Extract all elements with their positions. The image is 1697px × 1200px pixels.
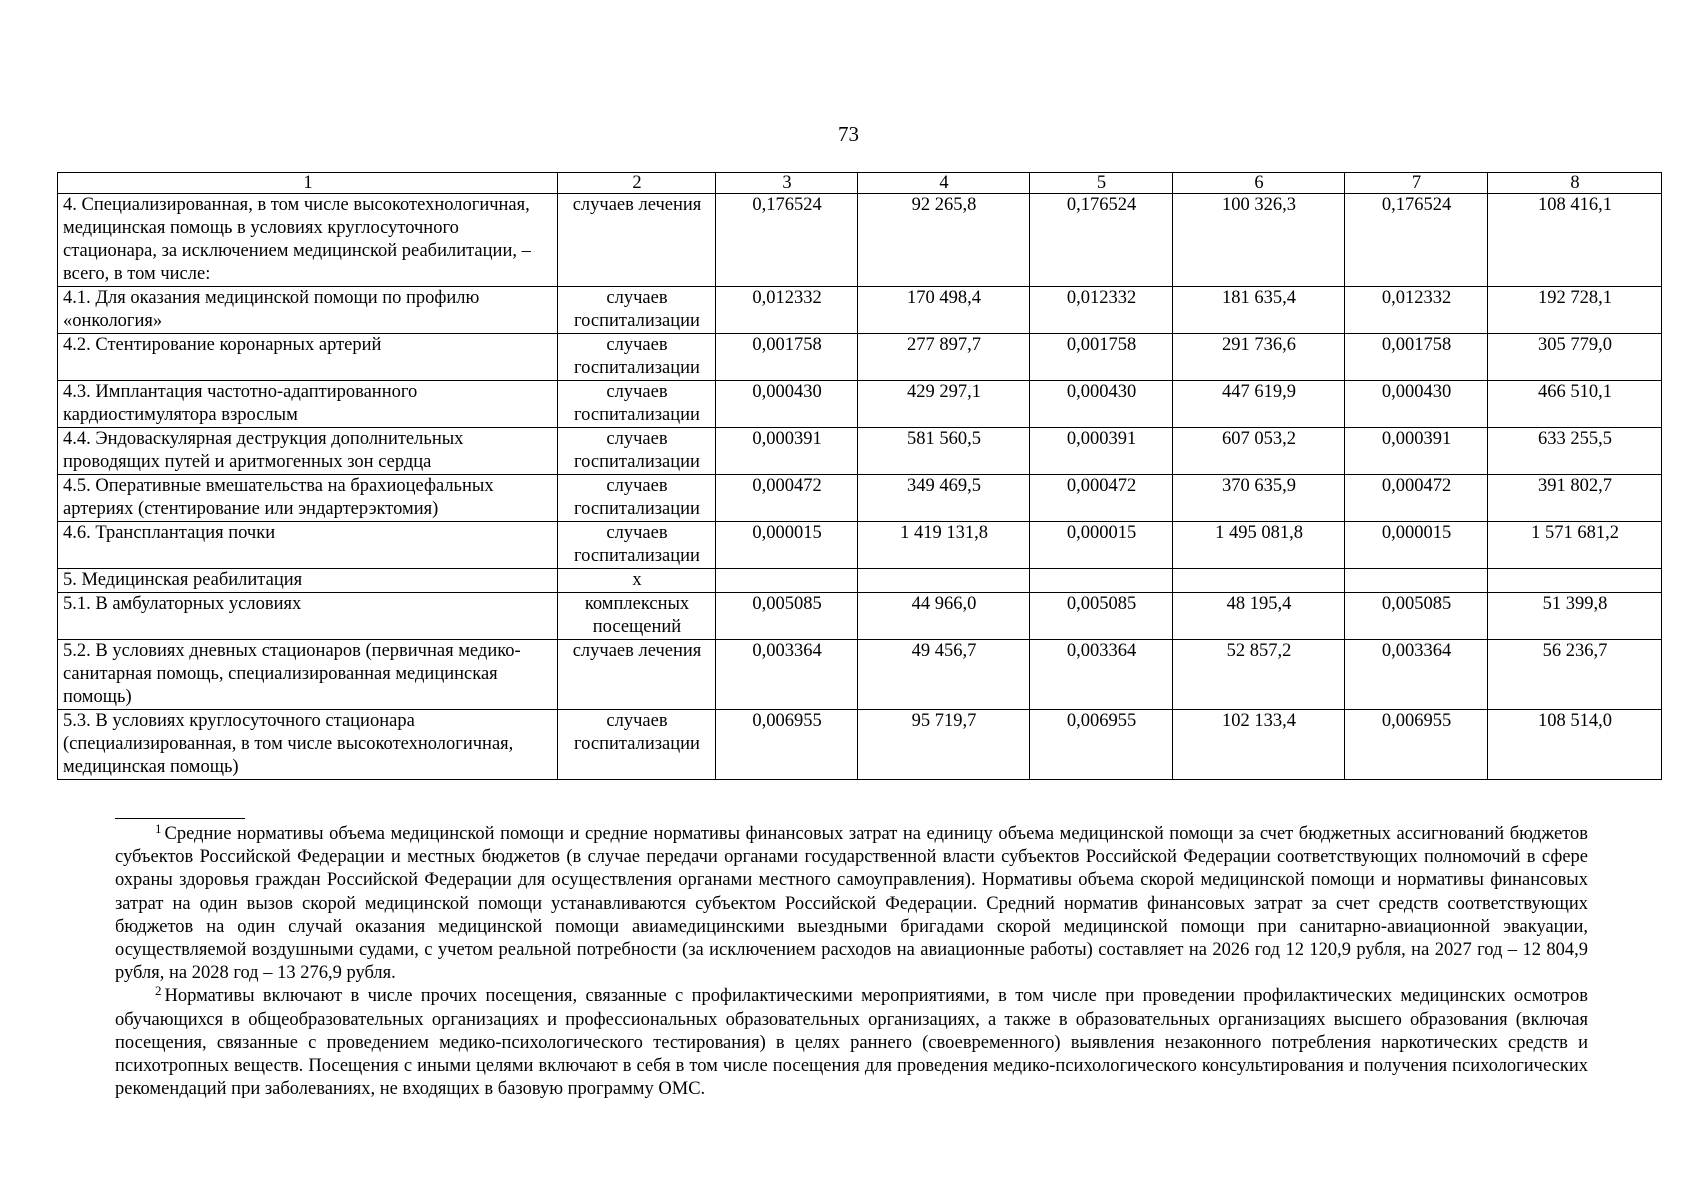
row-value-cell: 0,005085 [1345,593,1488,640]
row-value-cell: 0,000391 [1345,428,1488,475]
row-unit-cell: случаев госпитализации [558,381,716,428]
row-value-cell: 1 419 131,8 [858,522,1030,569]
table-row [58,334,1662,381]
row-name-cell: 5.2. В условиях дневных стационаров (первичная медико-санитарная помощь, специализированная медицинская помощь) [58,640,558,710]
table-row [58,381,1662,428]
table-row [58,640,1662,710]
row-value-cell: 277 897,7 [858,334,1030,381]
row-unit-cell: х [558,569,716,593]
row-value-cell: 0,012332 [716,287,858,334]
header-cell: 3 [716,173,858,194]
row-value-cell: 56 236,7 [1488,640,1662,710]
table-row [58,475,1662,522]
row-value-cell [716,569,858,593]
row-value-cell: 0,003364 [1345,640,1488,710]
row-value-cell: 429 297,1 [858,381,1030,428]
footnote-mark: 1 [155,821,162,836]
row-value-cell: 95 719,7 [858,710,1030,780]
header-cell: 2 [558,173,716,194]
row-value-cell: 1 495 081,8 [1173,522,1345,569]
row-unit-cell: случаев госпитализации [558,475,716,522]
header-cell: 8 [1488,173,1662,194]
row-value-cell: 391 802,7 [1488,475,1662,522]
row-name-cell: 5. Медицинская реабилитация [58,569,558,593]
row-value-cell: 349 469,5 [858,475,1030,522]
row-name-cell: 4.3. Имплантация частотно-адаптированного кардиостимулятора взрослым [58,381,558,428]
row-value-cell: 0,000430 [1030,381,1173,428]
row-name-cell: 4.5. Оперативные вмешательства на брахиоцефальных артериях (стентирование или эндартерэктомия) [58,475,558,522]
table-row [58,569,1662,593]
row-value-cell: 0,000015 [1030,522,1173,569]
row-value-cell: 1 571 681,2 [1488,522,1662,569]
row-value-cell: 0,003364 [1030,640,1173,710]
row-unit-cell: случаев госпитализации [558,287,716,334]
footnotes [115,823,1588,1101]
table-row [58,593,1662,640]
row-value-cell: 44 966,0 [858,593,1030,640]
header-cell: 6 [1173,173,1345,194]
row-value-cell: 92 265,8 [858,194,1030,287]
footnote-mark: 2 [155,983,162,999]
row-value-cell: 370 635,9 [1173,475,1345,522]
row-value-cell: 581 560,5 [858,428,1030,475]
row-value-cell: 192 728,1 [1488,287,1662,334]
row-value-cell: 108 514,0 [1488,710,1662,780]
row-value-cell: 466 510,1 [1488,381,1662,428]
row-name-cell: 5.3. В условиях круглосуточного стационара (специализированная, в том числе высокотехнологичная, медицинская помощь) [58,710,558,780]
row-value-cell [1030,569,1173,593]
row-name-cell: 5.1. В амбулаторных условиях [58,593,558,640]
header-cell: 5 [1030,173,1173,194]
row-value-cell: 0,006955 [1030,710,1173,780]
row-unit-cell: случаев госпитализации [558,710,716,780]
table-row [58,428,1662,475]
row-value-cell: 305 779,0 [1488,334,1662,381]
row-value-cell: 291 736,6 [1173,334,1345,381]
row-value-cell: 0,001758 [1030,334,1173,381]
row-value-cell [1173,569,1345,593]
row-value-cell [858,569,1030,593]
row-value-cell: 0,001758 [1345,334,1488,381]
row-value-cell: 51 399,8 [1488,593,1662,640]
row-value-cell: 0,000472 [1030,475,1173,522]
row-value-cell: 0,000472 [1345,475,1488,522]
table-row [58,522,1662,569]
row-value-cell: 181 635,4 [1173,287,1345,334]
table-row [58,710,1662,780]
header-cell: 4 [858,173,1030,194]
row-value-cell: 102 133,4 [1173,710,1345,780]
header-cell: 7 [1345,173,1488,194]
row-name-cell: 4.4. Эндоваскулярная деструкция дополнительных проводящих путей и аритмогенных зон сердца [58,428,558,475]
footnote-separator [115,818,245,819]
row-value-cell: 0,000391 [716,428,858,475]
row-value-cell: 0,001758 [716,334,858,381]
row-value-cell: 108 416,1 [1488,194,1662,287]
row-value-cell: 0,176524 [1030,194,1173,287]
row-value-cell: 0,176524 [716,194,858,287]
row-value-cell: 607 053,2 [1173,428,1345,475]
row-value-cell: 0,000472 [716,475,858,522]
row-value-cell: 633 255,5 [1488,428,1662,475]
row-unit-cell: случаев госпитализации [558,334,716,381]
row-unit-cell: случаев госпитализации [558,522,716,569]
norms-table [57,172,1662,780]
row-unit-cell: случаев госпитализации [558,428,716,475]
row-value-cell: 0,000015 [716,522,858,569]
row-value-cell: 0,003364 [716,640,858,710]
row-value-cell: 0,006955 [1345,710,1488,780]
row-value-cell: 0,000430 [716,381,858,428]
row-value-cell: 0,006955 [716,710,858,780]
row-value-cell: 0,000391 [1030,428,1173,475]
row-value-cell [1345,569,1488,593]
row-name-cell: 4. Специализированная, в том числе высокотехнологичная, медицинская помощь в условиях круглосуточного стационара, за исключением медицинской реабилитации, – всего, в том числе: [58,194,558,287]
row-value-cell: 48 195,4 [1173,593,1345,640]
footnote-2 [115,985,1588,1101]
row-value-cell: 49 456,7 [858,640,1030,710]
row-value-cell: 100 326,3 [1173,194,1345,287]
row-unit-cell: случаев лечения [558,194,716,287]
row-value-cell: 0,012332 [1030,287,1173,334]
row-name-cell: 4.2. Стентирование коронарных артерий [58,334,558,381]
footnote-text: Средние нормативы объема медицинской помощи и средние нормативы финансовых затрат на единицу объема медицинской помощи за счет бюджетных ассигнований бюджетов субъектов Российской Федерации и местных бюджетов (в случае передачи органами государственной власти субъектов Российской Федерации соответствующих полномочий в сфере охраны здоровья граждан Российской Федерации для осуществления органами местного самоуправления). Нормативы объема скорой медицинской помощи и нормативы финансовых затрат на один вызов скорой медицинской помощи устанавливаются субъектом Российской Федерации. Средний норматив финансовых затрат за счет средств соответствующих бюджетов на один случай оказания медицинской помощи авиамедицинскими выездными бригадами скорой медицинской помощи при санитарно-авиационной эвакуации, осуществляемой воздушными судами, с учетом реальной потребности (за исключением расходов на авиационные работы) составляет на 2026 год 12 120,9 рубля, на 2027 год – 12 804,9 рубля, на 2028 год – 13 276,9 рубля. [115,824,1588,984]
row-value-cell: 0,005085 [716,593,858,640]
footnote-text: Нормативы включают в числе прочих посещения, связанные с профилактическими мероприятиями, в том числе при проведении профилактических медицинских осмотров обучающихся в общеобразовательных организациях и профессиональных образовательных организациях, а также в образовательных организациях высшего образования (включая посещения, связанные с проведением медико-психологического тестирования) в целях раннего (своевременного) выявления незаконного потребления наркотических средств и психотропных веществ. Посещения с иными целями включают в себя в том числе посещения для проведения медико-психологического консультирования и получения психологических рекомендаций при заболеваниях, не входящих в базовую программу ОМС. [115,986,1588,1100]
table-header-row [58,173,1662,194]
row-name-cell: 4.6. Трансплантация почки [58,522,558,569]
footnote-1 [115,823,1588,985]
row-name-cell: 4.1. Для оказания медицинской помощи по профилю «онкология» [58,287,558,334]
row-value-cell: 52 857,2 [1173,640,1345,710]
row-value-cell: 447 619,9 [1173,381,1345,428]
row-value-cell: 0,012332 [1345,287,1488,334]
row-unit-cell: случаев лечения [558,640,716,710]
row-value-cell: 0,176524 [1345,194,1488,287]
row-value-cell: 0,000015 [1345,522,1488,569]
row-unit-cell: комплексных посещений [558,593,716,640]
header-cell: 1 [58,173,558,194]
table-row [58,287,1662,334]
row-value-cell [1488,569,1662,593]
row-value-cell: 0,005085 [1030,593,1173,640]
page-number: 73 [838,122,859,146]
table-row [58,194,1662,287]
row-value-cell: 170 498,4 [858,287,1030,334]
row-value-cell: 0,000430 [1345,381,1488,428]
